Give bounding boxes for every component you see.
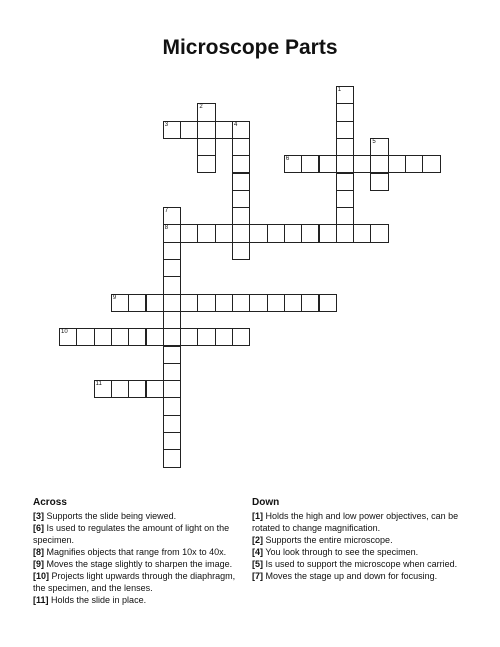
grid-cell[interactable] (215, 121, 233, 139)
grid-cell[interactable] (215, 294, 233, 312)
grid-cell[interactable] (146, 328, 164, 346)
grid-cell[interactable] (146, 294, 164, 312)
clue-text: You look through to see the specimen. (263, 547, 419, 557)
across-clue (33, 522, 238, 546)
clue-number: 6 (285, 156, 290, 163)
grid-cell[interactable] (180, 294, 198, 312)
down-heading: Down (252, 497, 280, 508)
grid-cell[interactable] (111, 294, 129, 312)
grid-cell[interactable] (215, 224, 233, 242)
grid-cell[interactable] (336, 103, 354, 121)
grid-cell[interactable] (163, 328, 181, 346)
grid-cell[interactable] (370, 155, 388, 173)
clue-label: [2] (252, 535, 263, 545)
grid-cell[interactable] (301, 155, 319, 173)
clue-label: [3] (33, 511, 44, 521)
down-clue (252, 558, 472, 570)
clue-number: 8 (164, 225, 169, 232)
grid-cell[interactable] (180, 121, 198, 139)
across-clue (33, 558, 238, 570)
across-clue (33, 546, 238, 558)
across-clue (33, 510, 238, 522)
clue-text: Holds the high and low power objectives, can be rotated to change magnification. (252, 511, 459, 533)
grid-cell[interactable] (76, 328, 94, 346)
down-clue (252, 510, 472, 534)
grid-cell[interactable] (197, 103, 215, 121)
grid-cell[interactable] (319, 224, 337, 242)
grid-cell[interactable] (163, 259, 181, 277)
grid-cell[interactable] (163, 397, 181, 415)
clue-text: Moves the stage up and down for focusing. (263, 571, 438, 581)
grid-cell[interactable] (336, 190, 354, 208)
grid-cell[interactable] (336, 155, 354, 173)
clue-label: [5] (252, 559, 263, 569)
grid-cell[interactable] (388, 155, 406, 173)
grid-cell[interactable] (180, 224, 198, 242)
grid-cell[interactable] (163, 432, 181, 450)
clue-number: 10 (61, 329, 68, 336)
clue-number: 11 (95, 381, 102, 388)
clue-label: [10] (33, 571, 50, 581)
across-clue (33, 594, 238, 606)
clue-label: [11] (33, 595, 49, 605)
grid-cell[interactable] (163, 346, 181, 364)
grid-cell[interactable] (163, 294, 181, 312)
grid-cell[interactable] (197, 121, 215, 139)
clue-label: [7] (252, 571, 263, 581)
grid-cell[interactable] (59, 328, 77, 346)
clue-number: 2 (199, 104, 203, 111)
grid-cell[interactable] (336, 224, 354, 242)
clue-number: 9 (112, 294, 117, 301)
grid-cell[interactable] (163, 207, 181, 225)
grid-cell[interactable] (284, 224, 302, 242)
grid-cell[interactable] (370, 224, 388, 242)
grid-cell[interactable] (370, 173, 388, 191)
grid-cell[interactable] (163, 121, 181, 139)
clue-label: [1] (252, 511, 263, 521)
grid-cell[interactable] (111, 328, 129, 346)
clue-text: Supports the entire microscope. (263, 535, 393, 545)
grid-cell[interactable] (422, 155, 440, 173)
grid-cell[interactable] (163, 363, 181, 381)
grid-cell[interactable] (163, 380, 181, 398)
down-clue-list (252, 510, 472, 582)
clue-number: 5 (372, 138, 376, 145)
clue-number: 1 (337, 87, 342, 93)
grid-cell[interactable] (197, 224, 215, 242)
grid-cell[interactable] (284, 294, 302, 312)
grid-cell[interactable] (128, 294, 146, 312)
grid-cell[interactable] (232, 242, 250, 260)
grid-cell[interactable] (163, 224, 181, 242)
grid-cell[interactable] (180, 328, 198, 346)
grid-cell[interactable] (163, 242, 181, 260)
across-clue-list (33, 510, 238, 606)
across-heading: Across (33, 497, 67, 508)
grid-cell[interactable] (232, 121, 250, 139)
clue-label: [6] (33, 523, 44, 533)
grid-cell[interactable] (267, 294, 285, 312)
clue-text: Magnifies objects that range from 10x to 40x. (44, 547, 227, 557)
grid-cell[interactable] (163, 311, 181, 329)
clue-number: 4 (234, 121, 238, 128)
clue-text: Is used to support the microscope when carried. (263, 559, 458, 569)
grid-cell[interactable] (232, 294, 250, 312)
grid-cell[interactable] (128, 328, 146, 346)
grid-cell[interactable] (232, 138, 250, 156)
grid-cell[interactable] (336, 173, 354, 191)
grid-cell[interactable] (111, 380, 129, 398)
clue-text: Projects light upwards through the diaphragm, the specimen, and the lenses. (33, 571, 236, 593)
grid-cell[interactable] (128, 380, 146, 398)
grid-cell[interactable] (232, 224, 250, 242)
grid-cell[interactable] (405, 155, 423, 173)
grid-cell[interactable] (197, 138, 215, 156)
grid-cell[interactable] (353, 155, 371, 173)
grid-cell[interactable] (197, 328, 215, 346)
grid-cell[interactable] (249, 294, 267, 312)
down-clue (252, 534, 472, 546)
down-clue (252, 546, 472, 558)
grid-cell[interactable] (94, 328, 112, 346)
grid-cell[interactable] (336, 138, 354, 156)
grid-cell[interactable] (163, 449, 181, 467)
grid-cell[interactable] (336, 207, 354, 225)
grid-cell[interactable] (94, 380, 112, 398)
clue-number: 7 (164, 208, 169, 215)
grid-cell[interactable] (284, 155, 302, 173)
across-clue (33, 570, 238, 594)
clue-label: [9] (33, 559, 44, 569)
clue-text: Moves the stage slightly to sharpen the image. (44, 559, 233, 569)
grid-cell[interactable] (319, 155, 337, 173)
grid-cell[interactable] (232, 173, 250, 191)
grid-cell[interactable] (301, 224, 319, 242)
grid-cell[interactable] (215, 328, 233, 346)
grid-cell[interactable] (353, 224, 371, 242)
grid-cell[interactable] (336, 121, 354, 139)
clue-label: [4] (252, 547, 263, 557)
grid-cell[interactable] (249, 224, 267, 242)
grid-cell[interactable] (232, 207, 250, 225)
clue-text: Is used to regulates the amount of light on the specimen. (33, 523, 230, 545)
grid-cell[interactable] (232, 190, 250, 208)
grid-cell[interactable] (336, 86, 354, 104)
puzzle-title: Microscope Parts (162, 36, 338, 59)
grid-cell[interactable] (146, 380, 164, 398)
grid-cell[interactable] (319, 294, 337, 312)
grid-cell[interactable] (163, 276, 181, 294)
grid-cell[interactable] (197, 155, 215, 173)
grid-cell[interactable] (370, 138, 388, 156)
clue-text: Supports the slide being viewed. (44, 511, 177, 521)
grid-cell[interactable] (163, 415, 181, 433)
clue-text: Holds the slide in place. (48, 595, 147, 605)
down-clue (252, 570, 472, 582)
clue-label: [8] (33, 547, 44, 557)
clue-number: 3 (164, 121, 169, 128)
grid-cell[interactable] (232, 155, 250, 173)
grid-cell[interactable] (301, 294, 319, 312)
grid-cell[interactable] (267, 224, 285, 242)
grid-cell[interactable] (197, 294, 215, 312)
across-clues (33, 496, 238, 606)
down-clues (252, 496, 472, 582)
grid-cell[interactable] (232, 328, 250, 346)
